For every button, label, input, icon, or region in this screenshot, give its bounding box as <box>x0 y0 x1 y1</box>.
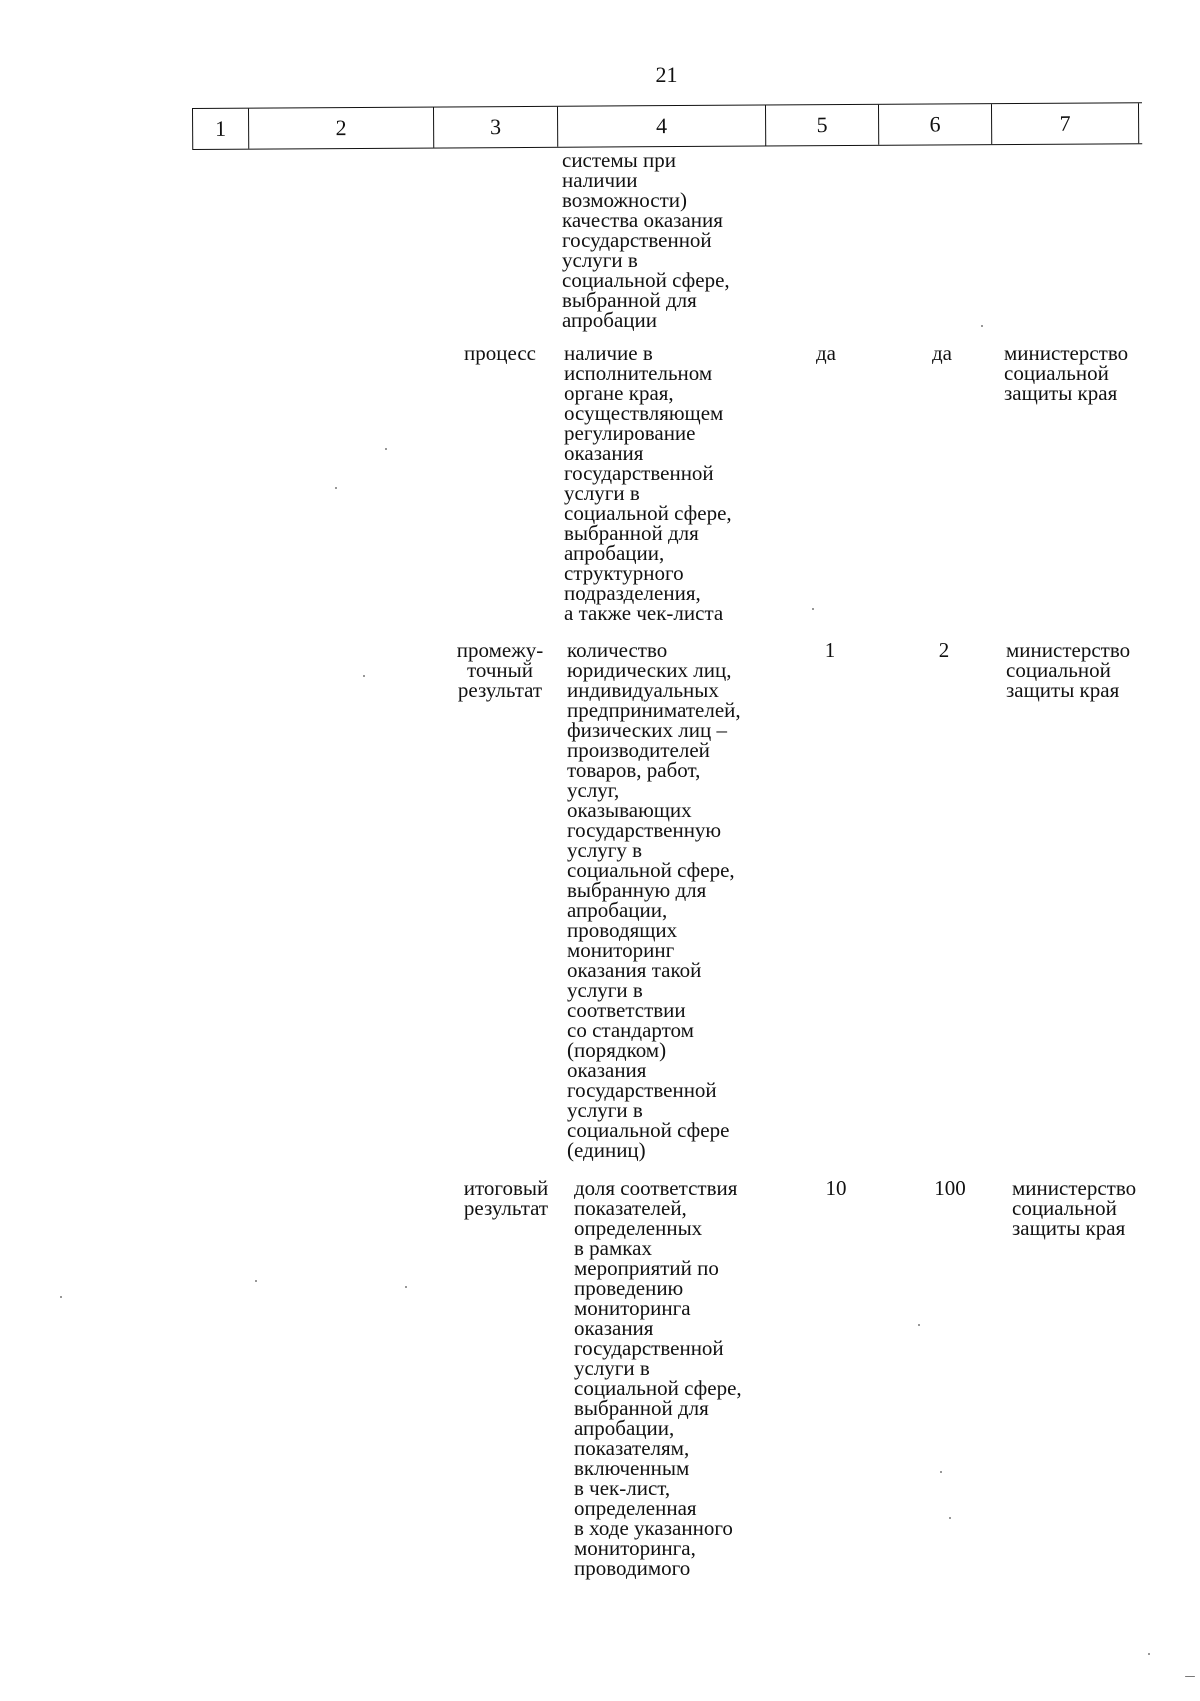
row-indicator-text: наличие в исполнительном органе края, осуществляющем регулирование оказания государственной услуги в социальной сфере, выбранной для апробации, структурного подразделения, а также чек-листа <box>564 341 732 625</box>
scan-speck <box>940 1471 942 1473</box>
row-value-col5: 1 <box>824 638 836 662</box>
header-col-7: 7 <box>991 103 1139 144</box>
row-stage-label: промежу- точный результат <box>456 638 544 702</box>
row-value-col6: да <box>931 341 952 365</box>
header-col-4: 4 <box>557 105 765 146</box>
row-responsible: министерство социальной защиты края <box>1012 1176 1137 1240</box>
continuation-col4-text: системы при наличии возможности) качества оказания государственной услуги в социальной сфере, выбранной для апробации <box>562 148 730 332</box>
row-value-col5: да <box>815 341 836 365</box>
scan-speck <box>918 1324 920 1326</box>
row-indicator-text: доля соответствия показателей, определенных в рамках мероприятий по проведению мониторинга оказания государственной услуги в социальной сфере, выбранной для апробации, показателям, включенным в чек-лист, определенная в ходе указанного мониторинга, проводимого <box>574 1176 742 1580</box>
scan-speck <box>363 675 365 677</box>
scan-speck <box>949 1517 951 1519</box>
row-indicator-text: количество юридических лиц, индивидуальных предпринимателей, физических лиц – производителей товаров, работ, услуг, оказывающих государственную услугу в социальной сфере, выбранную для апробации, проводящих мониторинг оказания такой услуги в соответствии со стандартом (порядком) оказания государственной услуги в социальной сфере (единиц) <box>567 638 741 1162</box>
row-responsible: министерство социальной защиты края <box>1004 341 1129 405</box>
header-col-1: 1 <box>192 109 248 149</box>
scan-speck <box>335 487 337 489</box>
page-number: 21 <box>655 62 678 87</box>
header-col-3: 3 <box>433 107 557 148</box>
row-value-col6: 100 <box>934 1176 966 1200</box>
scan-speck <box>385 448 387 450</box>
row-responsible: министерство социальной защиты края <box>1006 638 1131 702</box>
scan-speck <box>60 1296 62 1298</box>
table-header-row <box>192 102 1142 150</box>
header-col-2: 2 <box>248 108 433 149</box>
header-col-6: 6 <box>878 104 991 145</box>
scan-speck <box>1185 1676 1195 1677</box>
row-value-col6: 2 <box>938 638 950 662</box>
header-col-5: 5 <box>765 105 878 146</box>
row-value-col5: 10 <box>825 1176 847 1200</box>
scan-speck <box>255 1280 257 1282</box>
scan-speck <box>1148 1653 1150 1655</box>
scan-speck <box>405 1286 407 1288</box>
row-stage-label: процесс <box>464 341 536 365</box>
scan-speck <box>981 325 983 327</box>
scan-speck <box>812 608 814 610</box>
row-stage-label: итоговый результат <box>463 1176 549 1220</box>
